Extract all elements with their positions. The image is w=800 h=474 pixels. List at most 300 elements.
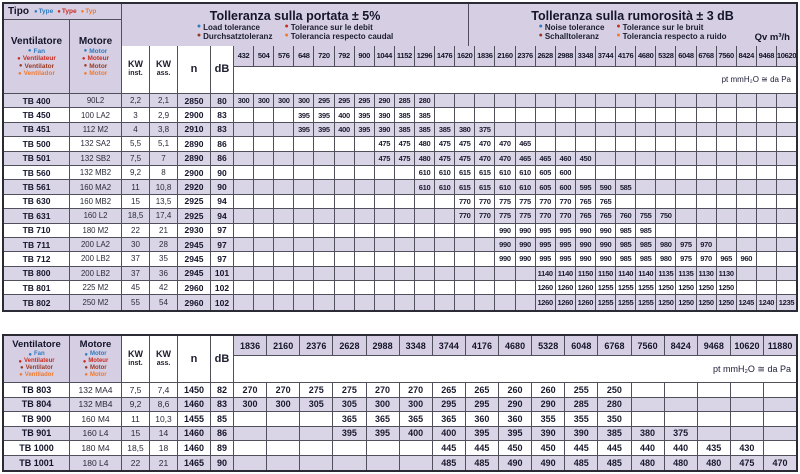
legend-item bbox=[539, 23, 605, 32]
flow-value-cell bbox=[415, 224, 435, 237]
model-cell: TB 803 bbox=[4, 383, 70, 397]
flow-value-cell bbox=[335, 281, 355, 294]
speed-cell: 2850 bbox=[178, 94, 211, 107]
legend-label: Tolerance sur le bruit bbox=[622, 22, 704, 32]
flow-value-cell bbox=[294, 195, 314, 208]
flow-value-cell bbox=[717, 137, 737, 150]
flow-value-cell: 300 bbox=[234, 398, 267, 412]
kw-absorbed-cell: 2,1 bbox=[150, 94, 178, 107]
kw-installed-line2: inst. bbox=[128, 360, 143, 367]
kw-installed-cell: 7,5 bbox=[122, 152, 150, 165]
motor-cell: 160 M4 bbox=[70, 412, 122, 426]
table-row bbox=[4, 152, 796, 166]
flow-column-header: 8424 bbox=[665, 336, 698, 356]
flow-value-cell bbox=[737, 238, 757, 251]
flow-value-cell: 970 bbox=[697, 238, 717, 251]
flow-value-cell: 365 bbox=[400, 412, 433, 426]
kw-installed-line2: inst. bbox=[128, 70, 143, 78]
model-cell: TB 561 bbox=[4, 180, 70, 193]
model-cell: TB 630 bbox=[4, 195, 70, 208]
flow-value-cell bbox=[254, 108, 274, 121]
flow-value-cell: 355 bbox=[532, 412, 565, 426]
flow-value-cell bbox=[335, 152, 355, 165]
motor-language-variants bbox=[82, 48, 109, 78]
flow-value-cell: 770 bbox=[556, 209, 576, 222]
flow-value-cell bbox=[274, 238, 294, 251]
flow-value-cell: 610 bbox=[415, 166, 435, 179]
motor-cell: 160 L4 bbox=[70, 427, 122, 441]
flow-value-cell bbox=[355, 281, 375, 294]
speed-cell: 2925 bbox=[178, 209, 211, 222]
flow-value-cell bbox=[435, 267, 455, 280]
flow-value-cell bbox=[556, 94, 576, 107]
flow-value-cell: 395 bbox=[333, 427, 366, 441]
flow-value-cell: 1150 bbox=[576, 267, 596, 280]
flow-value-cell bbox=[777, 137, 796, 150]
flow-value-cell: 385 bbox=[395, 123, 415, 136]
flow-value-cell: 365 bbox=[433, 412, 466, 426]
legend-label: Ventilador bbox=[23, 70, 56, 77]
flow-value-cell bbox=[355, 224, 375, 237]
flow-value-cell: 1255 bbox=[616, 295, 636, 309]
flow-column-header: 2376 bbox=[300, 336, 333, 356]
flow-value-cell bbox=[656, 123, 676, 136]
flow-value-cell: 995 bbox=[536, 238, 556, 251]
legend-item bbox=[82, 70, 109, 78]
flow-value-cell: 1240 bbox=[757, 295, 777, 309]
table1-flow-column-headers bbox=[234, 46, 796, 67]
flow-column-header: 4176 bbox=[466, 336, 499, 356]
flow-value-cell bbox=[267, 427, 300, 441]
flow-value-cell bbox=[717, 238, 737, 251]
flow-value-cell: 995 bbox=[556, 224, 576, 237]
kw-absorbed-line1: KW bbox=[156, 349, 171, 359]
flow-value-cell: 1255 bbox=[596, 295, 616, 309]
flow-value-cell: 490 bbox=[532, 456, 565, 471]
flow-value-cell: 360 bbox=[499, 412, 532, 426]
flow-value-cell: 775 bbox=[516, 195, 536, 208]
flow-value-cell: 475 bbox=[435, 137, 455, 150]
flow-value-cell bbox=[757, 108, 777, 121]
flow-value-cell bbox=[576, 123, 596, 136]
legend-label: Motor bbox=[89, 365, 107, 371]
legend-item bbox=[616, 32, 726, 41]
flow-value-cell bbox=[697, 180, 717, 193]
flow-value-cell: 365 bbox=[367, 412, 400, 426]
flow-value-cell: 610 bbox=[495, 180, 515, 193]
flow-value-cell bbox=[395, 195, 415, 208]
flow-column-header: 2988 bbox=[367, 336, 400, 356]
flow-value-cell: 475 bbox=[455, 152, 475, 165]
flow-value-cell bbox=[656, 108, 676, 121]
flow-value-cell bbox=[632, 412, 665, 426]
flow-value-cell: 965 bbox=[717, 252, 737, 265]
flow-value-cell bbox=[395, 180, 415, 193]
motor-cell: 132 MA4 bbox=[70, 383, 122, 397]
kw-absorbed-line2: ass. bbox=[156, 360, 171, 367]
legend-label: Tolerance sur le debit bbox=[290, 22, 373, 32]
flow-value-cell bbox=[355, 152, 375, 165]
flow-value-cell bbox=[234, 152, 254, 165]
flow-value-cell: 355 bbox=[565, 412, 598, 426]
flow-value-cell: 465 bbox=[516, 137, 536, 150]
table-row bbox=[4, 108, 796, 122]
flow-column-header: 3348 bbox=[576, 46, 596, 67]
flow-value-cell bbox=[536, 137, 556, 150]
flow-value-cell bbox=[435, 209, 455, 222]
flow-value-cell: 1235 bbox=[778, 298, 795, 308]
flow-value-cell: 290 bbox=[532, 398, 565, 412]
fan-language-variants bbox=[17, 48, 56, 78]
kw-absorbed-cell: 21 bbox=[150, 456, 178, 471]
flow-column-header: 1836 bbox=[234, 336, 267, 356]
flow-value-cell bbox=[717, 108, 737, 121]
flow-column-header: 6768 bbox=[598, 336, 631, 356]
motor-cell: 90L2 bbox=[70, 94, 122, 107]
noise-cell: 97 bbox=[211, 252, 234, 265]
flow-value-cell bbox=[495, 267, 515, 280]
kw-installed-cell: 55 bbox=[122, 295, 150, 309]
flow-value-cell bbox=[495, 123, 515, 136]
flow-value-cell: 400 bbox=[335, 123, 355, 136]
flow-value-cell bbox=[335, 180, 355, 193]
legend-label: Ventilador bbox=[24, 371, 54, 378]
flow-value-cell: 400 bbox=[400, 427, 433, 441]
legend-label: Load tolerance bbox=[203, 22, 260, 32]
flow-value-cell bbox=[636, 94, 656, 107]
bullet-icon: ● bbox=[33, 8, 38, 15]
flow-value-cell: 765 bbox=[596, 209, 616, 222]
flow-value-cell: 1250 bbox=[676, 295, 696, 309]
flow-value-cell: 400 bbox=[335, 108, 355, 121]
noise-cell: 90 bbox=[211, 180, 234, 193]
fan-motor-header-row bbox=[4, 20, 122, 93]
kw-installed-cell: 11 bbox=[122, 412, 150, 426]
bullet-icon: ● bbox=[616, 23, 621, 31]
speed-cell: 2960 bbox=[178, 281, 211, 294]
flow-value-cell: 1250 bbox=[656, 295, 676, 309]
flow-value-cell: 1140 bbox=[616, 267, 636, 280]
flow-value-cell bbox=[676, 224, 696, 237]
flow-value-cell bbox=[596, 123, 616, 136]
legend-item bbox=[18, 351, 54, 358]
noise-cell: 101 bbox=[211, 267, 234, 280]
table1-header bbox=[4, 4, 796, 94]
flow-value-cell bbox=[375, 281, 395, 294]
flow-value-cell: 480 bbox=[415, 152, 435, 165]
speed-cell: 2945 bbox=[178, 267, 211, 280]
kw-absorbed-cell: 3,8 bbox=[150, 123, 178, 136]
flow-value-cell: 480 bbox=[665, 456, 698, 471]
kw-absorbed-cell: 54 bbox=[150, 295, 178, 309]
kw-absorbed-cell: 13,5 bbox=[150, 195, 178, 208]
flow-column-header: 7560 bbox=[632, 336, 665, 356]
flow-value-cell: 395 bbox=[355, 108, 375, 121]
flow-value-cell: 430 bbox=[731, 441, 764, 455]
model-cell: TB 710 bbox=[4, 224, 70, 237]
flow-value-cell bbox=[556, 137, 576, 150]
flow-value-cell: 995 bbox=[536, 224, 556, 237]
flow-value-cell: 465 bbox=[536, 152, 556, 165]
kw-absorbed-cell: 10,8 bbox=[150, 180, 178, 193]
flow-value-cell: 475 bbox=[395, 137, 415, 150]
flow-value-cell: 400 bbox=[433, 427, 466, 441]
noise-cell: 85 bbox=[211, 412, 234, 426]
flow-value-cell: 600 bbox=[556, 166, 576, 179]
flow-value-cell bbox=[294, 180, 314, 193]
legend-label: Motor bbox=[89, 351, 107, 358]
flow-tolerance-legend bbox=[197, 23, 393, 41]
flow-value-cell bbox=[234, 108, 254, 121]
table2-header bbox=[4, 336, 796, 383]
flow-value-cell: 290 bbox=[499, 398, 532, 412]
flow-value-cell bbox=[335, 209, 355, 222]
motor-cell: 200 LB2 bbox=[70, 267, 122, 280]
flow-value-cell: 445 bbox=[433, 441, 466, 455]
table2-flow-columns-area bbox=[234, 336, 796, 382]
model-cell: TB 1000 bbox=[4, 441, 70, 455]
flow-value-cell: 1255 bbox=[616, 281, 636, 294]
legend-item bbox=[18, 365, 54, 372]
flow-value-cell: 1255 bbox=[596, 281, 616, 294]
legend-label: Moteur bbox=[88, 358, 109, 365]
flow-value-cell: 440 bbox=[632, 441, 665, 455]
kw-installed-cell: 15 bbox=[122, 195, 150, 208]
flow-value-cell bbox=[294, 137, 314, 150]
flow-column-header: 3744 bbox=[433, 336, 466, 356]
flow-value-cell bbox=[274, 267, 294, 280]
flow-value-cell: 990 bbox=[495, 238, 515, 251]
bullet-icon: ● bbox=[83, 63, 88, 70]
flow-column-header: 9468 bbox=[757, 46, 777, 67]
flow-value-cell bbox=[676, 123, 696, 136]
flow-value-cell bbox=[576, 94, 596, 107]
model-cell: TB 804 bbox=[4, 398, 70, 412]
flow-value-cell bbox=[254, 224, 274, 237]
flow-column-header: 792 bbox=[335, 46, 355, 67]
legend-item bbox=[82, 55, 109, 63]
flow-value-cell: 770 bbox=[536, 195, 556, 208]
flow-value-cell bbox=[375, 166, 395, 179]
flow-tolerance-title: Tolleranza sulla portata ± 5% bbox=[209, 8, 381, 23]
flow-value-cell bbox=[757, 209, 777, 222]
flow-value-cell bbox=[355, 195, 375, 208]
flow-value-cell: 975 bbox=[676, 252, 696, 265]
speed-cell: 1460 bbox=[178, 398, 211, 412]
flow-value-cell bbox=[367, 441, 400, 455]
flow-value-cell bbox=[697, 224, 717, 237]
flow-value-cell bbox=[415, 295, 435, 309]
flow-value-cell bbox=[435, 238, 455, 251]
flow-value-cell bbox=[435, 252, 455, 265]
flow-value-cell bbox=[314, 195, 334, 208]
model-cell: TB 451 bbox=[4, 123, 70, 136]
flow-value-cell: 395 bbox=[466, 427, 499, 441]
flow-value-cell bbox=[435, 108, 455, 121]
flow-value-cell bbox=[777, 94, 796, 107]
noise-cell: 89 bbox=[211, 441, 234, 455]
flow-value-cell bbox=[757, 94, 777, 107]
flow-column-header: 1152 bbox=[395, 46, 415, 67]
flow-column-header: 4680 bbox=[499, 336, 532, 356]
fan-header-label: Ventilatore bbox=[10, 35, 63, 47]
flow-value-cell bbox=[475, 267, 495, 280]
flow-value-cell bbox=[616, 108, 636, 121]
flow-value-cell: 1140 bbox=[536, 267, 556, 280]
flow-value-cell bbox=[757, 123, 777, 136]
pressure-unit-note: pt mmH₂O ≅ da Pa bbox=[712, 363, 791, 374]
flow-value-cell bbox=[665, 398, 698, 412]
flow-value-cell bbox=[656, 224, 676, 237]
flow-value-cell: 1150 bbox=[596, 267, 616, 280]
flow-value-cell bbox=[375, 224, 395, 237]
legend-item bbox=[82, 48, 109, 56]
flow-value-cell bbox=[516, 108, 536, 121]
kw-installed-cell: 30 bbox=[122, 238, 150, 251]
noise-tolerance-legend bbox=[539, 23, 727, 41]
motor-cell: 160 L2 bbox=[70, 209, 122, 222]
bullet-icon: ● bbox=[27, 48, 32, 55]
flow-value-cell bbox=[764, 441, 796, 455]
noise-cell: 102 bbox=[211, 295, 234, 309]
legend-label: Ventilateur bbox=[23, 358, 55, 365]
flow-value-cell: 375 bbox=[475, 123, 495, 136]
flow-value-cell: 770 bbox=[455, 209, 475, 222]
flow-value-cell: 990 bbox=[576, 238, 596, 251]
kw-installed-cell: 7,5 bbox=[122, 383, 150, 397]
flow-value-cell bbox=[676, 152, 696, 165]
flow-value-cell: 265 bbox=[466, 383, 499, 397]
flow-value-cell bbox=[274, 180, 294, 193]
flow-value-cell bbox=[455, 238, 475, 251]
table-row bbox=[4, 209, 796, 223]
flow-value-cell bbox=[737, 94, 757, 107]
flow-value-cell: 440 bbox=[665, 441, 698, 455]
flow-value-cell bbox=[737, 267, 757, 280]
flow-value-cell: 295 bbox=[355, 94, 375, 107]
flow-value-cell bbox=[697, 195, 717, 208]
flow-column-header: 432 bbox=[234, 46, 254, 67]
flow-value-cell: 475 bbox=[435, 152, 455, 165]
flow-value-cell: 475 bbox=[375, 152, 395, 165]
noise-cell: 86 bbox=[211, 427, 234, 441]
kw-absorbed-cell: 17,4 bbox=[150, 209, 178, 222]
flow-value-cell bbox=[777, 224, 796, 237]
flow-value-cell: 990 bbox=[516, 252, 536, 265]
bullet-icon: ● bbox=[83, 48, 88, 55]
flow-value-cell bbox=[234, 137, 254, 150]
flow-value-cell bbox=[717, 94, 737, 107]
flow-value-cell bbox=[375, 195, 395, 208]
flow-value-cell bbox=[314, 224, 334, 237]
flow-value-cell bbox=[616, 152, 636, 165]
flow-value-cell bbox=[435, 94, 455, 107]
flow-value-cell bbox=[777, 281, 796, 294]
flow-value-cell: 385 bbox=[395, 108, 415, 121]
flow-column-header: 1620 bbox=[455, 46, 475, 67]
flow-value-cell bbox=[355, 252, 375, 265]
flow-value-cell bbox=[475, 224, 495, 237]
flow-value-cell bbox=[536, 123, 556, 136]
flow-value-cell bbox=[698, 412, 731, 426]
flow-value-cell: 985 bbox=[636, 238, 656, 251]
flow-value-cell bbox=[632, 383, 665, 397]
flow-value-cell bbox=[475, 108, 495, 121]
flow-column-header: 3348 bbox=[400, 336, 433, 356]
flow-value-cell: 1245 bbox=[737, 295, 757, 309]
kw-installed-line1: KW bbox=[128, 59, 143, 70]
flow-value-cell bbox=[737, 166, 757, 179]
flow-value-cell: 280 bbox=[598, 398, 631, 412]
flow-value-cell bbox=[656, 180, 676, 193]
flow-value-cell: 610 bbox=[435, 180, 455, 193]
flow-value-cell bbox=[596, 94, 616, 107]
flow-unit-label: Qv m³/h bbox=[754, 31, 790, 43]
flow-value-cell bbox=[516, 267, 536, 280]
flow-value-cell bbox=[764, 427, 796, 441]
bullet-icon: ● bbox=[82, 358, 87, 365]
model-cell: TB 1001 bbox=[4, 456, 70, 471]
flow-value-cell: 995 bbox=[556, 252, 576, 265]
motor-column-header bbox=[70, 336, 122, 382]
flow-value-cell: 975 bbox=[676, 238, 696, 251]
flow-value-cell: 385 bbox=[598, 427, 631, 441]
flow-value-cell: 1260 bbox=[556, 295, 576, 309]
flow-value-cell bbox=[254, 209, 274, 222]
motor-cell: 132 MB4 bbox=[70, 398, 122, 412]
noise-cell: 80 bbox=[211, 94, 234, 107]
flow-value-cell bbox=[656, 137, 676, 150]
flow-value-cell bbox=[676, 180, 696, 193]
flow-value-cell: 300 bbox=[400, 398, 433, 412]
flow-value-cell bbox=[676, 195, 696, 208]
flow-value-cell: 450 bbox=[499, 441, 532, 455]
flow-column-header: 2376 bbox=[516, 46, 536, 67]
kw-installed-cell: 22 bbox=[122, 224, 150, 237]
flow-value-cell bbox=[676, 94, 696, 107]
speed-cell: 2925 bbox=[178, 195, 211, 208]
flow-value-cell: 595 bbox=[576, 180, 596, 193]
flow-value-cell bbox=[274, 123, 294, 136]
flow-value-cell: 615 bbox=[475, 180, 495, 193]
noise-tolerance-banner bbox=[469, 4, 796, 46]
noise-cell: 83 bbox=[211, 398, 234, 412]
flow-value-cell: 985 bbox=[616, 238, 636, 251]
flow-value-cell bbox=[355, 267, 375, 280]
flow-value-cell bbox=[254, 195, 274, 208]
flow-value-cell: 300 bbox=[254, 94, 274, 107]
bullet-icon: ● bbox=[284, 32, 289, 40]
flow-value-cell bbox=[717, 123, 737, 136]
legend-label: Motor bbox=[89, 47, 108, 55]
flow-value-cell: 770 bbox=[455, 195, 475, 208]
flow-value-cell: 485 bbox=[598, 456, 631, 471]
speed-cell: 1465 bbox=[178, 456, 211, 471]
flow-value-cell bbox=[294, 267, 314, 280]
flow-value-cell bbox=[777, 180, 796, 193]
legend-item bbox=[83, 358, 109, 365]
bullet-icon: ● bbox=[19, 372, 23, 379]
flow-value-cell: 605 bbox=[536, 180, 556, 193]
type-language-variants bbox=[34, 8, 96, 15]
flow-value-cell bbox=[616, 195, 636, 208]
table-row bbox=[4, 295, 796, 309]
flow-value-cell: 290 bbox=[375, 94, 395, 107]
flow-value-cell: 385 bbox=[415, 108, 435, 121]
bullet-icon: ● bbox=[196, 23, 202, 31]
fan-column-header bbox=[4, 336, 70, 382]
flow-value-cell bbox=[731, 383, 764, 397]
